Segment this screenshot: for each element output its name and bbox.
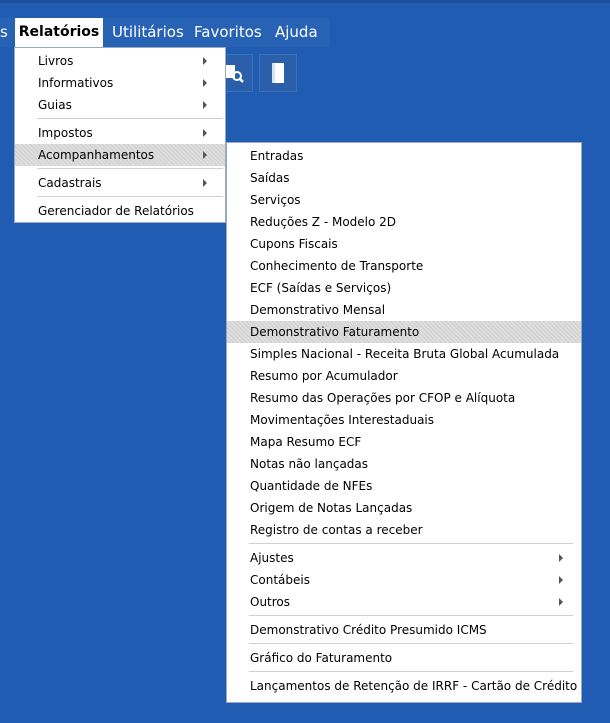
search-report-icon bbox=[223, 62, 245, 84]
submenu-simples-nacional-label: Simples Nacional - Receita Bruta Global Acumulada bbox=[250, 347, 560, 361]
submenu-cupons-fiscais-label: Cupons Fiscais bbox=[250, 237, 338, 251]
menu-item-ajuda[interactable]: Ajuda bbox=[275, 23, 318, 41]
submenu-outros-label: Outros bbox=[250, 595, 291, 609]
menu-gerenciador-label: Gerenciador de Relatórios bbox=[38, 204, 194, 218]
submenu-reducoes-z[interactable] bbox=[227, 211, 581, 233]
menu-guias[interactable] bbox=[15, 94, 225, 116]
submenu-arrow-icon bbox=[203, 151, 207, 159]
menu-gerenciador-de-relatorios[interactable] bbox=[15, 200, 225, 222]
menu-impostos[interactable] bbox=[15, 122, 225, 144]
submenu-entradas[interactable] bbox=[227, 145, 581, 167]
submenu-arrow-icon bbox=[559, 576, 563, 584]
menu-separator bbox=[249, 671, 573, 672]
menu-informativos[interactable] bbox=[15, 72, 225, 94]
menu-item-relatorios[interactable]: Relatórios bbox=[15, 18, 103, 47]
submenu-contabeis-label: Contábeis bbox=[250, 573, 310, 587]
menu-item-utilitarios[interactable]: Utilitários bbox=[112, 23, 184, 41]
menu-acompanhamentos-label: Acompanhamentos bbox=[38, 148, 155, 162]
submenu-contabeis[interactable] bbox=[227, 569, 581, 591]
menu-bar bbox=[0, 18, 330, 47]
submenu-resumo-operacoes-cfop-label: Resumo das Operações por CFOP e Alíquota bbox=[250, 391, 516, 405]
submenu-resumo-operacoes-cfop[interactable] bbox=[227, 387, 581, 409]
submenu-notas-nao-lancadas[interactable] bbox=[227, 453, 581, 475]
window-top-border bbox=[0, 0, 610, 3]
submenu-registro-contas-receber-label: Registro de contas a receber bbox=[250, 523, 423, 537]
submenu-arrow-icon bbox=[559, 554, 563, 562]
submenu-notas-nao-lancadas-label: Notas não lançadas bbox=[250, 457, 369, 471]
menu-cadastrais[interactable] bbox=[15, 172, 225, 194]
submenu-quantidade-nfes[interactable] bbox=[227, 475, 581, 497]
submenu-conhecimento-transporte-label: Conhecimento de Transporte bbox=[250, 259, 424, 273]
submenu-ecf-label: ECF (Saídas e Serviços) bbox=[250, 281, 392, 295]
toolbar-book-button[interactable] bbox=[259, 54, 297, 92]
submenu-movimentacoes-interestaduais-label: Movimentações Interestaduais bbox=[250, 413, 435, 427]
submenu-lancamentos-retencao-irrf-label: Lançamentos de Retenção de IRRF - Cartão de Crédito bbox=[250, 679, 578, 693]
submenu-registro-contas-receber[interactable] bbox=[227, 519, 581, 541]
submenu-arrow-icon bbox=[203, 101, 207, 109]
submenu-grafico-faturamento[interactable] bbox=[227, 647, 581, 669]
book-icon bbox=[268, 61, 288, 85]
acompanhamentos-submenu bbox=[226, 142, 582, 703]
submenu-outros[interactable] bbox=[227, 591, 581, 613]
submenu-origem-notas-lancadas-label: Origem de Notas Lançadas bbox=[250, 501, 413, 515]
submenu-saidas[interactable] bbox=[227, 167, 581, 189]
submenu-entradas-label: Entradas bbox=[250, 149, 304, 163]
submenu-demonstrativo-mensal[interactable] bbox=[227, 299, 581, 321]
submenu-resumo-acumulador-label: Resumo por Acumulador bbox=[250, 369, 398, 383]
menu-cadastrais-label: Cadastrais bbox=[38, 176, 102, 190]
submenu-credito-presumido-icms-label: Demonstrativo Crédito Presumido ICMS bbox=[250, 623, 487, 637]
menu-separator bbox=[249, 543, 573, 544]
submenu-cupons-fiscais[interactable] bbox=[227, 233, 581, 255]
submenu-arrow-icon bbox=[203, 129, 207, 137]
menu-separator bbox=[37, 118, 223, 119]
submenu-simples-nacional[interactable] bbox=[227, 343, 581, 365]
submenu-origem-notas-lancadas[interactable] bbox=[227, 497, 581, 519]
submenu-arrow-icon bbox=[559, 598, 563, 606]
submenu-ajustes-label: Ajustes bbox=[250, 551, 294, 565]
submenu-servicos[interactable] bbox=[227, 189, 581, 211]
submenu-resumo-acumulador[interactable] bbox=[227, 365, 581, 387]
submenu-credito-presumido-icms[interactable] bbox=[227, 619, 581, 641]
submenu-mapa-resumo-ecf-label: Mapa Resumo ECF bbox=[250, 435, 362, 449]
submenu-servicos-label: Serviços bbox=[250, 193, 301, 207]
submenu-arrow-icon bbox=[203, 57, 207, 65]
menu-impostos-label: Impostos bbox=[38, 126, 93, 140]
submenu-quantidade-nfes-label: Quantidade de NFEs bbox=[250, 479, 373, 493]
submenu-ecf[interactable] bbox=[227, 277, 581, 299]
menu-separator bbox=[37, 196, 223, 197]
menu-separator bbox=[249, 615, 573, 616]
submenu-demonstrativo-mensal-label: Demonstrativo Mensal bbox=[250, 303, 386, 317]
menu-livros[interactable] bbox=[15, 50, 225, 72]
submenu-reducoes-z-label: Reduções Z - Modelo 2D bbox=[250, 215, 397, 229]
relatorios-menu bbox=[14, 47, 226, 223]
menu-separator bbox=[37, 168, 223, 169]
menu-informativos-label: Informativos bbox=[38, 76, 114, 90]
submenu-demonstrativo-faturamento-label: Demonstrativo Faturamento bbox=[250, 325, 420, 339]
submenu-lancamentos-retencao-irrf[interactable] bbox=[227, 675, 581, 697]
submenu-arrow-icon bbox=[203, 79, 207, 87]
submenu-saidas-label: Saídas bbox=[250, 171, 290, 185]
submenu-ajustes[interactable] bbox=[227, 547, 581, 569]
submenu-mapa-resumo-ecf[interactable] bbox=[227, 431, 581, 453]
submenu-movimentacoes-interestaduais[interactable] bbox=[227, 409, 581, 431]
menu-item-partial[interactable]: s bbox=[0, 23, 8, 41]
menu-item-favoritos[interactable]: Favoritos bbox=[194, 23, 262, 41]
submenu-demonstrativo-faturamento[interactable] bbox=[227, 321, 581, 343]
submenu-conhecimento-transporte[interactable] bbox=[227, 255, 581, 277]
menu-livros-label: Livros bbox=[38, 54, 74, 68]
menu-acompanhamentos[interactable] bbox=[15, 144, 225, 166]
submenu-grafico-faturamento-label: Gráfico do Faturamento bbox=[250, 651, 393, 665]
submenu-arrow-icon bbox=[203, 179, 207, 187]
menu-separator bbox=[249, 643, 573, 644]
menu-guias-label: Guias bbox=[38, 98, 72, 112]
